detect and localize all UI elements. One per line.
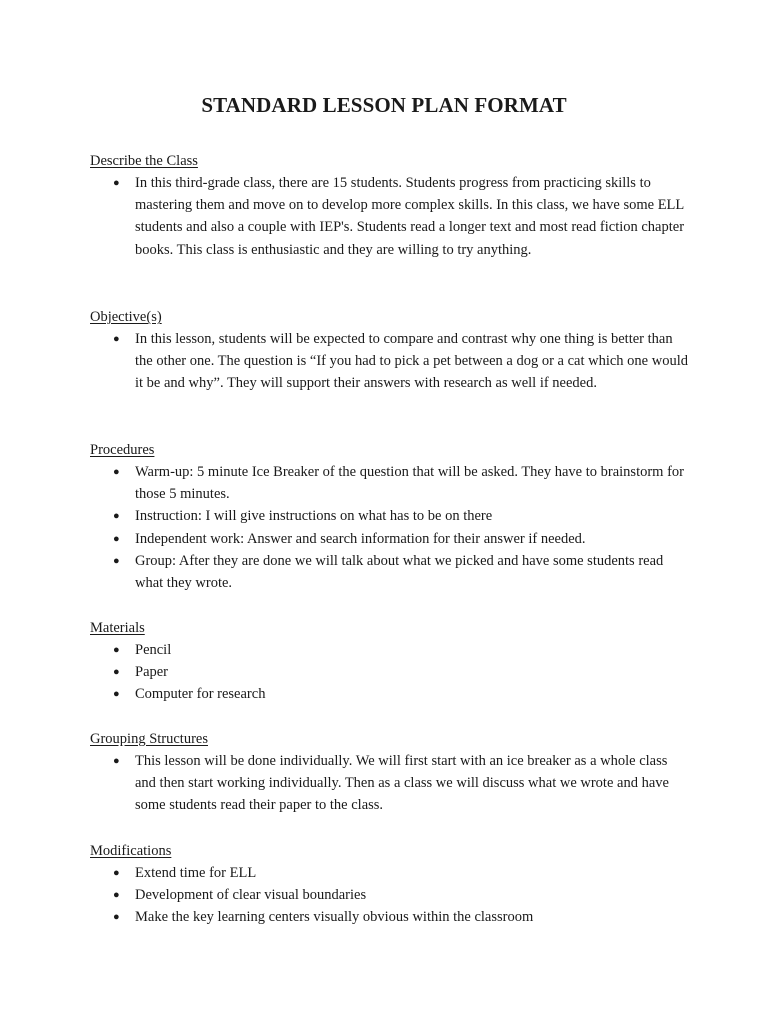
bullet-icon: ● bbox=[113, 911, 120, 924]
list-item bbox=[90, 505, 690, 527]
list-item bbox=[90, 550, 690, 594]
section-objectives bbox=[90, 306, 690, 395]
bullet-icon: ● bbox=[113, 867, 120, 879]
section-heading: Materials bbox=[90, 620, 145, 636]
list-item bbox=[90, 884, 690, 906]
bullet-icon: ● bbox=[113, 755, 120, 767]
section-procedures bbox=[90, 439, 690, 594]
bullet-icon: ● bbox=[113, 466, 120, 478]
bullet-list bbox=[90, 639, 690, 706]
bullet-icon: ● bbox=[113, 889, 120, 902]
list-item-text: Warm-up: 5 minute Ice Breaker of the question that will be asked. They have to brainstorm for those 5 minutes. bbox=[135, 464, 684, 503]
list-item-text: Development of clear visual boundaries bbox=[135, 887, 367, 904]
list-item-text: Independent work: Answer and search information for their answer if needed. bbox=[135, 530, 586, 547]
section-heading: Describe the Class bbox=[90, 153, 198, 169]
bullet-icon: ● bbox=[113, 333, 120, 345]
bullet-icon: ● bbox=[113, 688, 120, 701]
bullet-list bbox=[90, 750, 690, 817]
list-item-text: Make the key learning centers visually obvious within the classroom bbox=[135, 909, 534, 926]
section-modifications bbox=[90, 840, 690, 929]
list-item bbox=[90, 528, 690, 550]
list-item-text: In this third-grade class, there are 15 students. Students progress from practicing skills to mastering them and move on to develop more complex skills. In this class, we have some ELL students and also a couple with IEP's. Students read a longer text and most read fiction chapter books. This class is enthusiastic and they are willing to try anything. bbox=[135, 175, 685, 258]
section-heading: Procedures bbox=[90, 442, 155, 458]
bullet-list bbox=[90, 328, 690, 395]
list-item-text: Computer for research bbox=[135, 686, 266, 703]
document-title: STANDARD LESSON PLAN FORMAT bbox=[201, 93, 567, 117]
section-heading: Grouping Structures bbox=[90, 731, 208, 747]
bullet-list bbox=[90, 461, 690, 594]
list-item bbox=[90, 750, 690, 817]
list-item bbox=[90, 328, 690, 395]
bullet-icon: ● bbox=[113, 177, 120, 189]
bullet-icon: ● bbox=[113, 532, 120, 545]
list-item-text: In this lesson, students will be expected to compare and contrast why one thing is better than the other one. The question is “If you had to pick a pet between a dog or a cat which one would it be and why”. They will support their answers with research as well if needed. bbox=[135, 331, 688, 392]
list-item-text: Extend time for ELL bbox=[135, 865, 257, 881]
section-describe-the-class bbox=[90, 150, 690, 261]
list-item-text: Group: After they are done we will talk about what we picked and have some students read what they wrote. bbox=[135, 552, 664, 592]
list-item bbox=[90, 906, 690, 928]
list-item bbox=[90, 661, 690, 683]
section-heading: Modifications bbox=[90, 843, 172, 859]
list-item-text: Paper bbox=[135, 664, 169, 681]
list-item-text: Pencil bbox=[135, 642, 172, 658]
section-grouping-structures bbox=[90, 728, 690, 817]
list-item bbox=[90, 461, 690, 505]
section-materials bbox=[90, 617, 690, 706]
bullet-icon: ● bbox=[113, 554, 120, 567]
bullet-icon: ● bbox=[113, 510, 120, 523]
bullet-list bbox=[90, 862, 690, 929]
bullet-icon: ● bbox=[113, 666, 120, 679]
list-item bbox=[90, 862, 690, 884]
list-item bbox=[90, 683, 690, 705]
section-heading: Objective(s) bbox=[90, 309, 162, 325]
bullet-icon: ● bbox=[113, 644, 120, 656]
list-item bbox=[90, 639, 690, 661]
list-item-text: This lesson will be done individually. We will first start with an ice breaker as a whole class and then start working individually. Then as a class we will discuss what we wrote and have some students read their paper to the class. bbox=[135, 753, 669, 814]
list-item bbox=[90, 172, 690, 261]
bullet-list bbox=[90, 172, 690, 261]
list-item-text: Instruction: I will give instructions on what has to be on there bbox=[135, 508, 493, 525]
